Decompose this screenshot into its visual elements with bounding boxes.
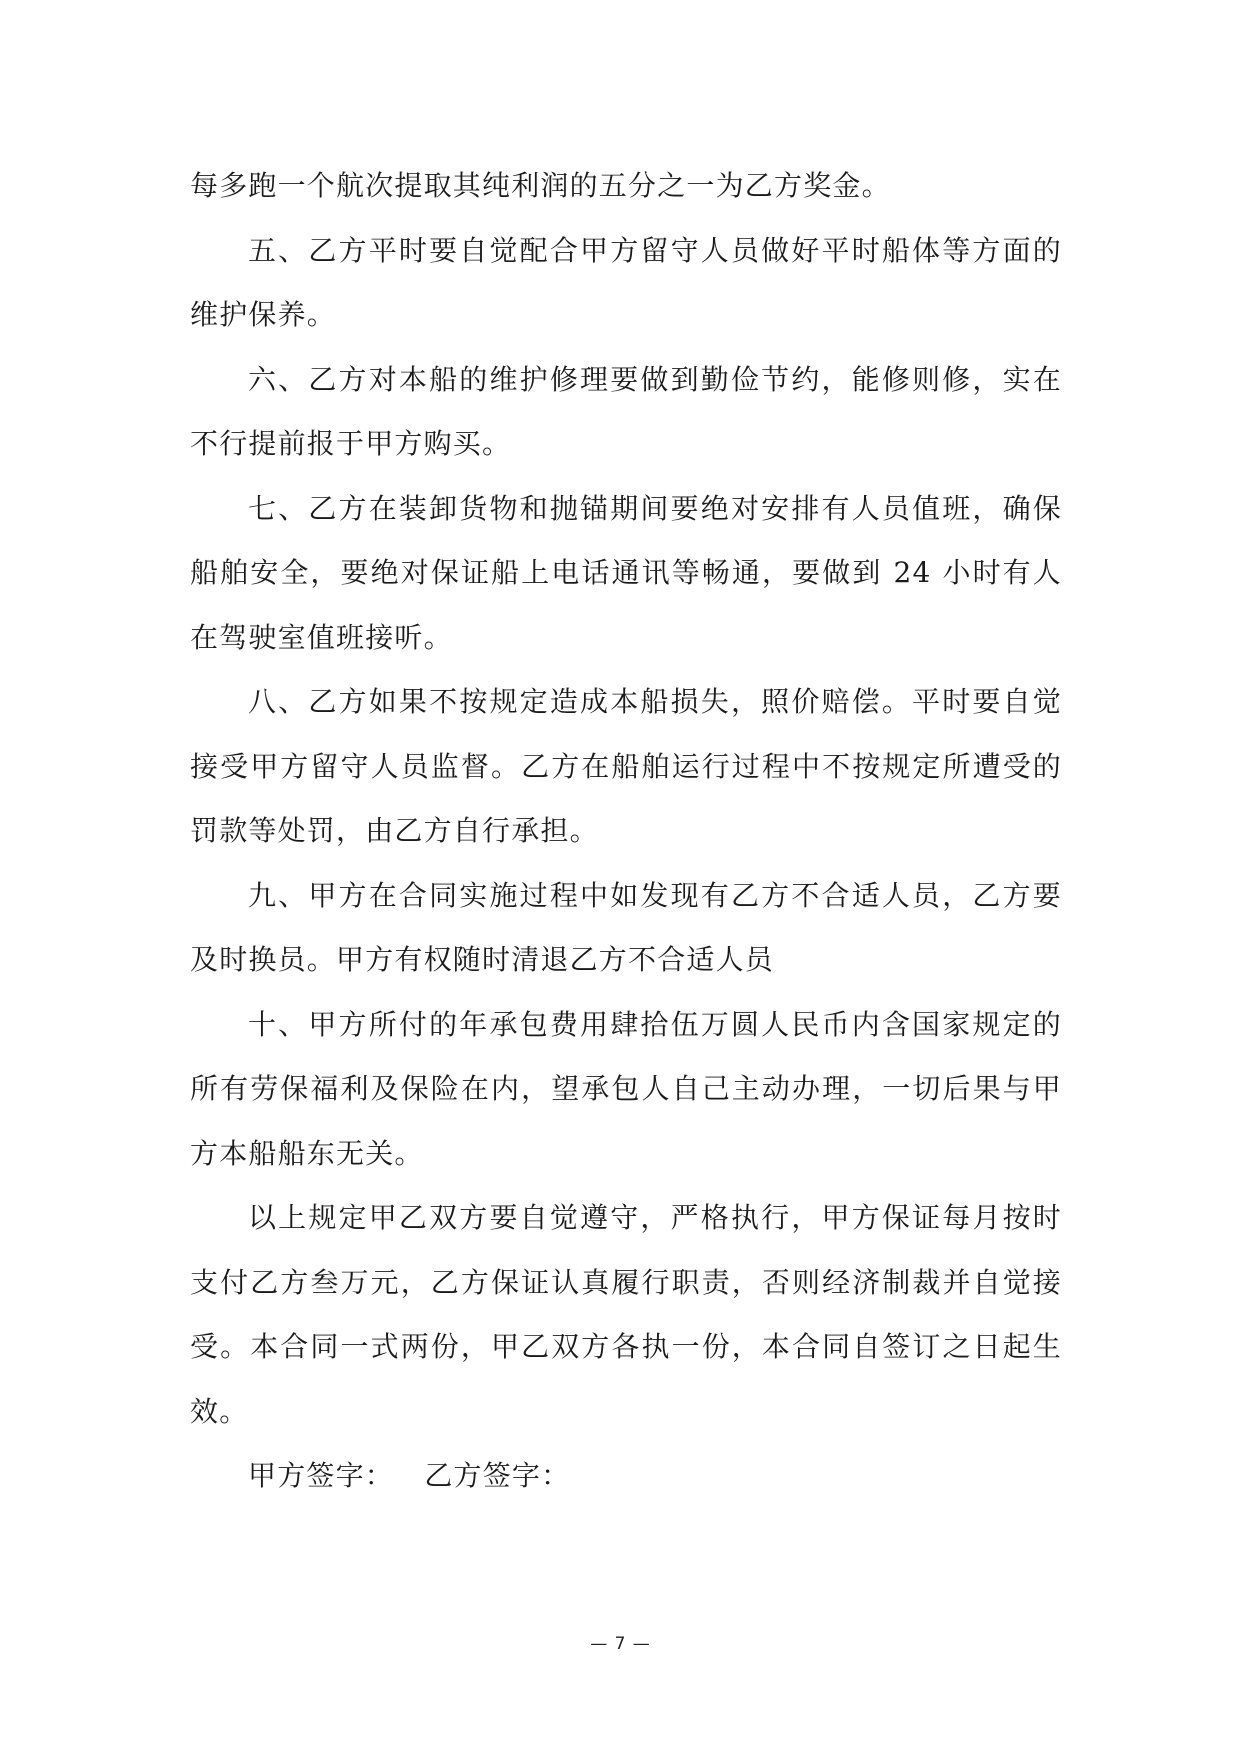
paragraph-clause-8: 八、乙方如果不按规定造成本船损失，照价赔偿。平时要自觉接受甲方留守人员监督。乙方在船舶运行过程中不按规定所遭受的罚款等处罚，由乙方自行承担。 [190,685,1062,847]
paragraph-closing: 以上规定甲乙双方要自觉遵守，严格执行，甲方保证每月按时支付乙方叁万元，乙方保证认真履行职责，否则经济制裁并自觉接受。本合同一式两份，甲乙双方各执一份，本合同自签订之日起生效。 [190,1201,1062,1428]
paragraph-clause-5: 五、乙方平时要自觉配合甲方留守人员做好平时船体等方面的维护保养。 [190,233,1062,331]
party-a-signature-label: 甲方签字： [248,1459,395,1492]
paragraph-clause-10: 十、甲方所付的年承包费用肆拾伍万圆人民币内含国家规定的所有劳保福利及保险在内，望承包人自己主动办理，一切后果与甲方本船船东无关。 [190,1007,1062,1170]
party-b-signature-label: 乙方签字： [424,1459,571,1492]
signature-line [190,1444,1062,1509]
paragraph-clause-7: 七、乙方在装卸货物和抛锚期间要绝对安排有人员值班，确保船舶安全，要绝对保证船上电话通讯等畅通，要做到 24 小时有人在驾驶室值班接听。 [190,491,1062,654]
document-body [190,154,1062,1509]
paragraph-clause-6: 六、乙方对本船的维护修理要做到勤俭节约，能修则修，实在不行提前报于甲方购买。 [190,362,1062,460]
paragraph-continuation: 每多跑一个航次提取其纯利润的五分之一为乙方奖金。 [190,169,891,202]
paragraph-clause-9: 九、甲方在合同实施过程中如发现有乙方不合适人员，乙方要及时换员。甲方有权随时清退乙方不合适人员 [190,878,1062,976]
page-number: — 7 — [590,1634,651,1654]
